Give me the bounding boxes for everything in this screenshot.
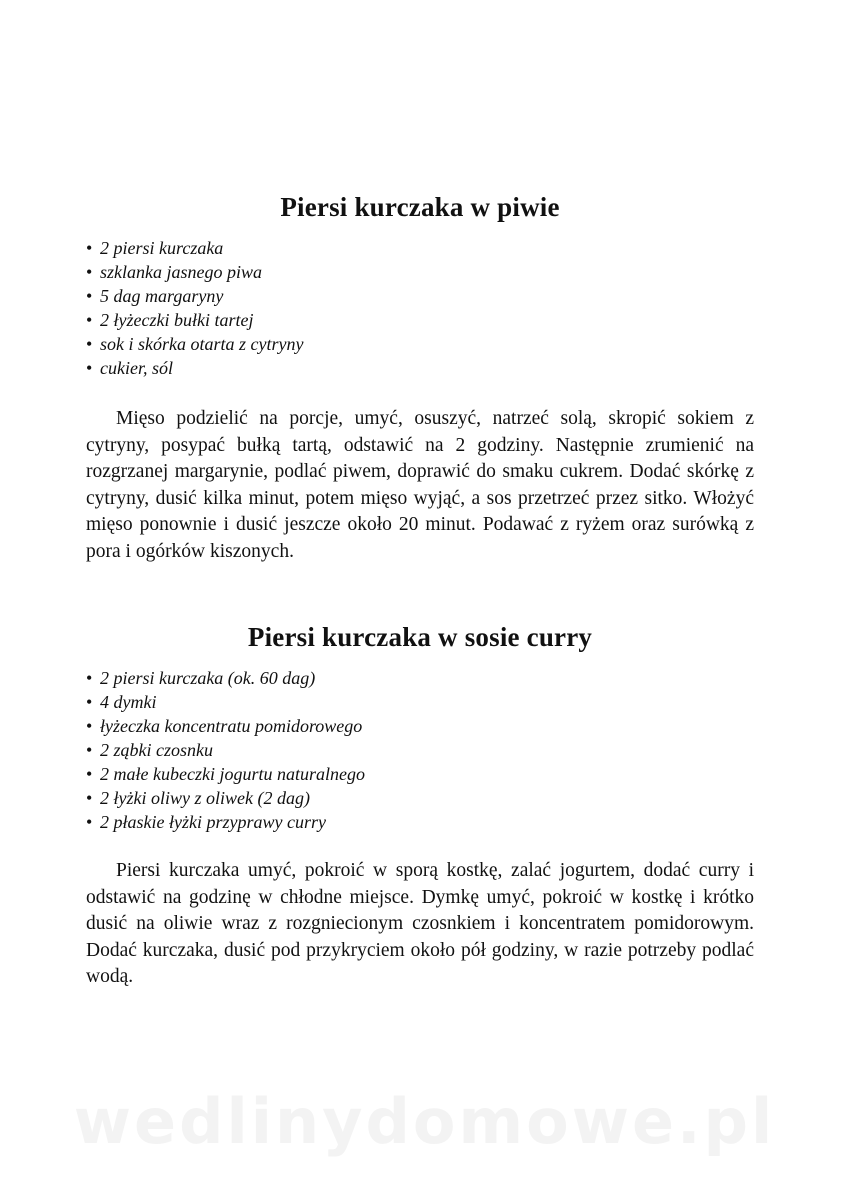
ingredient-text: 4 dymki: [100, 692, 157, 712]
ingredient-item: [86, 356, 754, 380]
ingredient-item: [86, 738, 754, 762]
bullet-icon: •: [86, 262, 93, 282]
watermark: wedlinydomowe.pl: [73, 1085, 776, 1158]
bullet-icon: •: [86, 692, 93, 712]
ingredient-item: [86, 308, 754, 332]
bullet-icon: •: [86, 238, 93, 258]
bullet-icon: •: [86, 764, 93, 784]
ingredient-item: [86, 714, 754, 738]
bullet-icon: •: [86, 358, 93, 378]
ingredient-list: [86, 666, 754, 834]
recipe-method: Piersi kurczaka umyć, pokroić w sporą kostkę, zalać jogurtem, dodać curry i odstawić na godzinę w chłodne miejsce. Dymkę umyć, pokroić w kostkę i krótko dusić na oliwie wraz z rozgniecionym czosnkiem i koncentratem pomidorowym. Dodać kurczaka, dusić pod przykryciem około pół godziny, w razie potrzeby podlać wodą.: [86, 860, 754, 987]
ingredient-item: [86, 236, 754, 260]
ingredient-text: cukier, sól: [100, 358, 173, 378]
ingredient-text: 2 płaskie łyżki przyprawy curry: [100, 812, 326, 832]
bullet-icon: •: [86, 788, 93, 808]
recipe-curry-chicken: [86, 620, 754, 991]
bullet-icon: •: [86, 740, 93, 760]
bullet-icon: •: [86, 286, 93, 306]
recipe-title: Piersi kurczaka w piwie: [280, 192, 560, 222]
ingredient-item: [86, 284, 754, 308]
ingredient-text: łyżeczka koncentratu pomidorowego: [100, 716, 363, 736]
ingredient-item: [86, 690, 754, 714]
ingredient-text: sok i skórka otarta z cytryny: [100, 334, 304, 354]
ingredient-item: [86, 332, 754, 356]
ingredient-text: 2 małe kubeczki jogurtu naturalnego: [100, 764, 365, 784]
ingredient-text: 2 ząbki czosnku: [100, 740, 213, 760]
bullet-icon: •: [86, 812, 93, 832]
bullet-icon: •: [86, 668, 93, 688]
ingredient-text: 2 łyżeczki bułki tartej: [100, 310, 254, 330]
ingredient-item: [86, 810, 754, 834]
ingredient-text: szklanka jasnego piwa: [100, 262, 262, 282]
ingredient-text: 2 łyżki oliwy z oliwek (2 dag): [100, 788, 310, 808]
ingredient-list: [86, 236, 754, 380]
bullet-icon: •: [86, 334, 93, 354]
recipe-method: Mięso podzielić na porcje, umyć, osuszyć, natrzeć solą, skropić sokiem z cytryny, posypać bułką tartą, odstawić na 2 godziny. Następnie zrumienić na rozgrzanej margarynie, podlać piwem, doprawić do smaku cukrem. Dodać skórkę z cytryny, dusić kilka minut, potem mięso wyjąć, a sos przetrzeć przez sitko. Włożyć mięso ponownie i dusić jeszcze około 20 minut. Podawać z ryżem oraz surówką z pora i ogórków kiszonych.: [86, 408, 754, 562]
ingredient-item: [86, 786, 754, 810]
recipe-beer-chicken: [86, 190, 754, 565]
recipe-title: Piersi kurczaka w sosie curry: [247, 622, 593, 652]
bullet-icon: •: [86, 310, 93, 330]
ingredient-item: [86, 762, 754, 786]
ingredient-text: 5 dag margaryny: [100, 286, 224, 306]
ingredient-text: 2 piersi kurczaka (ok. 60 dag): [100, 668, 316, 688]
ingredient-item: [86, 666, 754, 690]
ingredient-item: [86, 260, 754, 284]
bullet-icon: •: [86, 716, 93, 736]
ingredient-text: 2 piersi kurczaka: [100, 238, 224, 258]
